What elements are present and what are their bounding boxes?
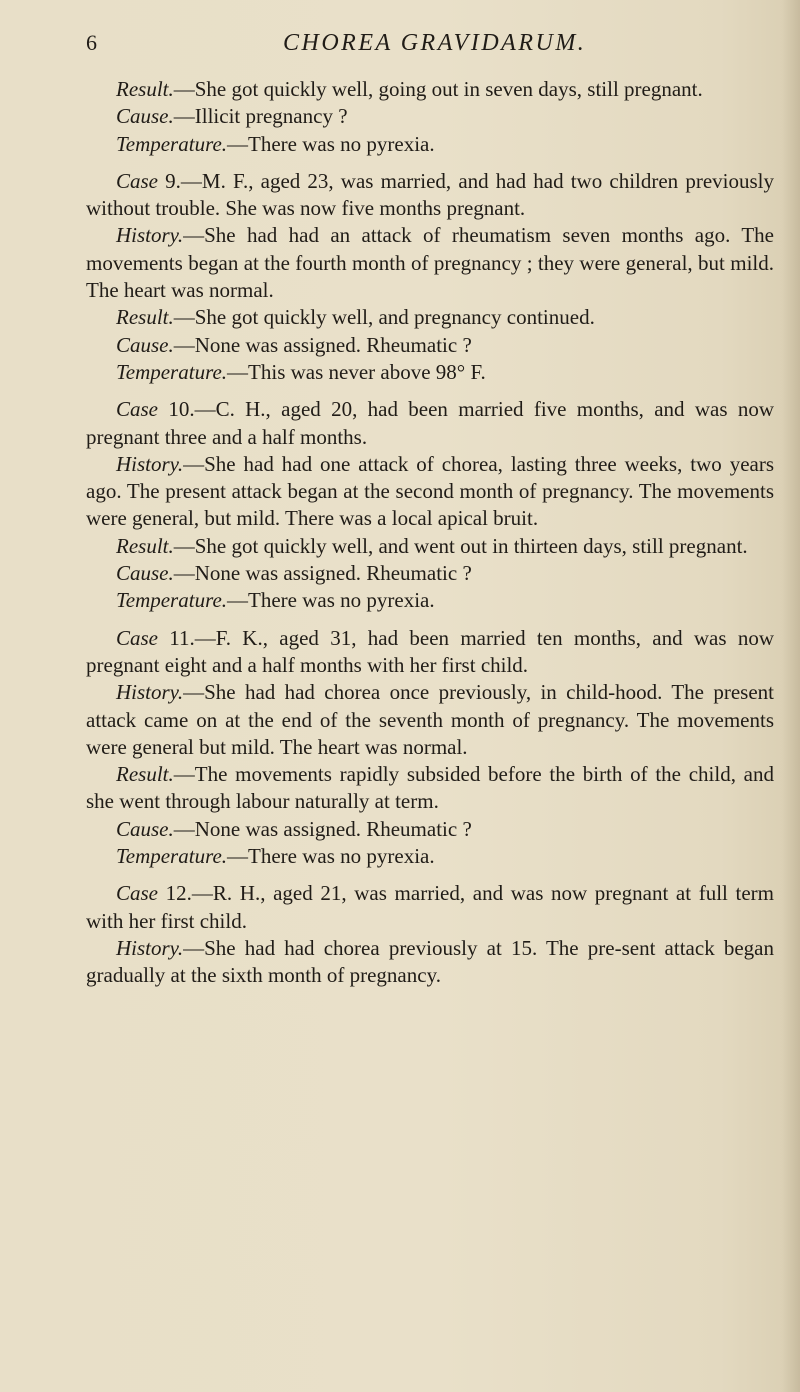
paragraph-temperature [86, 587, 774, 614]
paragraph-label: Temperature. [116, 131, 228, 156]
paragraph-text: —There was no pyrexia. [227, 844, 435, 869]
paragraph-text: —None was assigned. Rheumatic ? [173, 561, 472, 586]
paragraph-temperature [86, 131, 774, 158]
paragraph-result [86, 761, 774, 816]
paragraph-label: Result. [116, 77, 174, 101]
paragraph-label: Result. [116, 305, 174, 330]
paragraph-text: —She had had an attack of rheumatism seven months ago. The movements began at the fourth month of pregnancy ; they were general, but mild. The heart was normal. [86, 223, 774, 303]
paragraph-case-11 [86, 625, 774, 680]
paragraph-text: —She got quickly well, and pregnancy continued. [173, 305, 595, 330]
paragraph-history [86, 935, 774, 990]
paragraph-case-12 [86, 880, 774, 935]
paragraph-history [86, 679, 774, 761]
paragraph-label: History. [116, 680, 184, 705]
paragraph-label: History. [116, 223, 184, 248]
paragraph-label: Result. [116, 533, 174, 558]
paragraph-history [86, 451, 774, 533]
running-title: CHOREA GRAVIDARUM. [283, 30, 587, 56]
paragraph-label: Cause. [116, 561, 174, 586]
paragraph-text: —None was assigned. Rheumatic ? [173, 816, 472, 841]
paragraph-result [86, 76, 774, 103]
paragraph-label: Case [116, 168, 158, 193]
paragraph-text: 12.—R. H., aged 21, was married, and was now pregnant at full term with her first child. [86, 881, 774, 933]
paragraph-label: Temperature. [116, 359, 228, 384]
page-edge-shadow [782, 0, 800, 1392]
paragraph-label: Result. [116, 762, 174, 787]
paragraph-case-10 [86, 396, 774, 451]
paragraph-text: 9.—M. F., aged 23, was married, and had had two children previously without trouble. She was now five months pregnant. [86, 168, 774, 221]
paragraph-label: History. [116, 451, 184, 476]
paragraph-case-9 [86, 168, 774, 223]
page-header [86, 30, 766, 66]
paragraph-label: Cause. [116, 816, 174, 841]
paragraph-text: 11.—F. K., aged 31, had been married ten months, and was now pregnant eight and a half months with her first child. [86, 625, 774, 677]
paragraph-temperature [86, 843, 774, 870]
paragraph-label: Case [116, 397, 158, 422]
paragraph-text: —The movements rapidly subsided before the birth of the child, and she went through labour naturally at term. [86, 762, 774, 814]
page-number: 6 [86, 30, 98, 55]
paragraph-label: Temperature. [116, 844, 228, 869]
paragraph-text: 10.—C. H., aged 20, had been married five months, and was now pregnant three and a half months. [86, 397, 774, 449]
paragraph-text: —She had had chorea previously at 15. The pre-sent attack began gradually at the sixth month of pregnancy. [86, 935, 774, 988]
paragraph-label: Cause. [116, 332, 174, 357]
paragraph-history [86, 222, 774, 304]
paragraph-text: —None was assigned. Rheumatic ? [173, 332, 472, 357]
paragraph-label: Cause. [116, 104, 174, 129]
paragraph-text: —She had had one attack of chorea, lasting three weeks, two years ago. The present attack began at the second month of pregnancy. The movements were general, but mild. There was a local apical bruit. [86, 451, 774, 531]
paragraph-cause [86, 332, 774, 359]
paragraph-result [86, 304, 774, 331]
paragraph-label: Case [116, 881, 158, 906]
paragraph-label: Case [116, 625, 158, 650]
paragraph-text: —She got quickly well, and went out in thirteen days, still pregnant. [173, 533, 748, 558]
paragraph-label: Temperature. [116, 588, 228, 613]
paragraph-cause [86, 816, 774, 843]
paragraph-cause [86, 560, 774, 587]
paragraph-text: —She got quickly well, going out in seven days, still pregnant. [173, 77, 703, 101]
body-text [86, 76, 774, 990]
paragraph-cause [86, 103, 774, 130]
paragraph-text: —She had had chorea once previously, in child-hood. The present attack came on at the end of the seventh month of pregnancy. The movements were general but mild. The heart was normal. [86, 680, 774, 759]
paragraph-temperature [86, 359, 774, 386]
paragraph-result [86, 533, 774, 560]
paragraph-text: —There was no pyrexia. [227, 588, 435, 613]
paragraph-text: —This was never above 98° F. [227, 359, 486, 384]
paragraph-label: History. [116, 935, 184, 960]
paragraph-text: —There was no pyrexia. [227, 131, 435, 156]
paragraph-text: —Illicit pregnancy ? [173, 104, 348, 129]
